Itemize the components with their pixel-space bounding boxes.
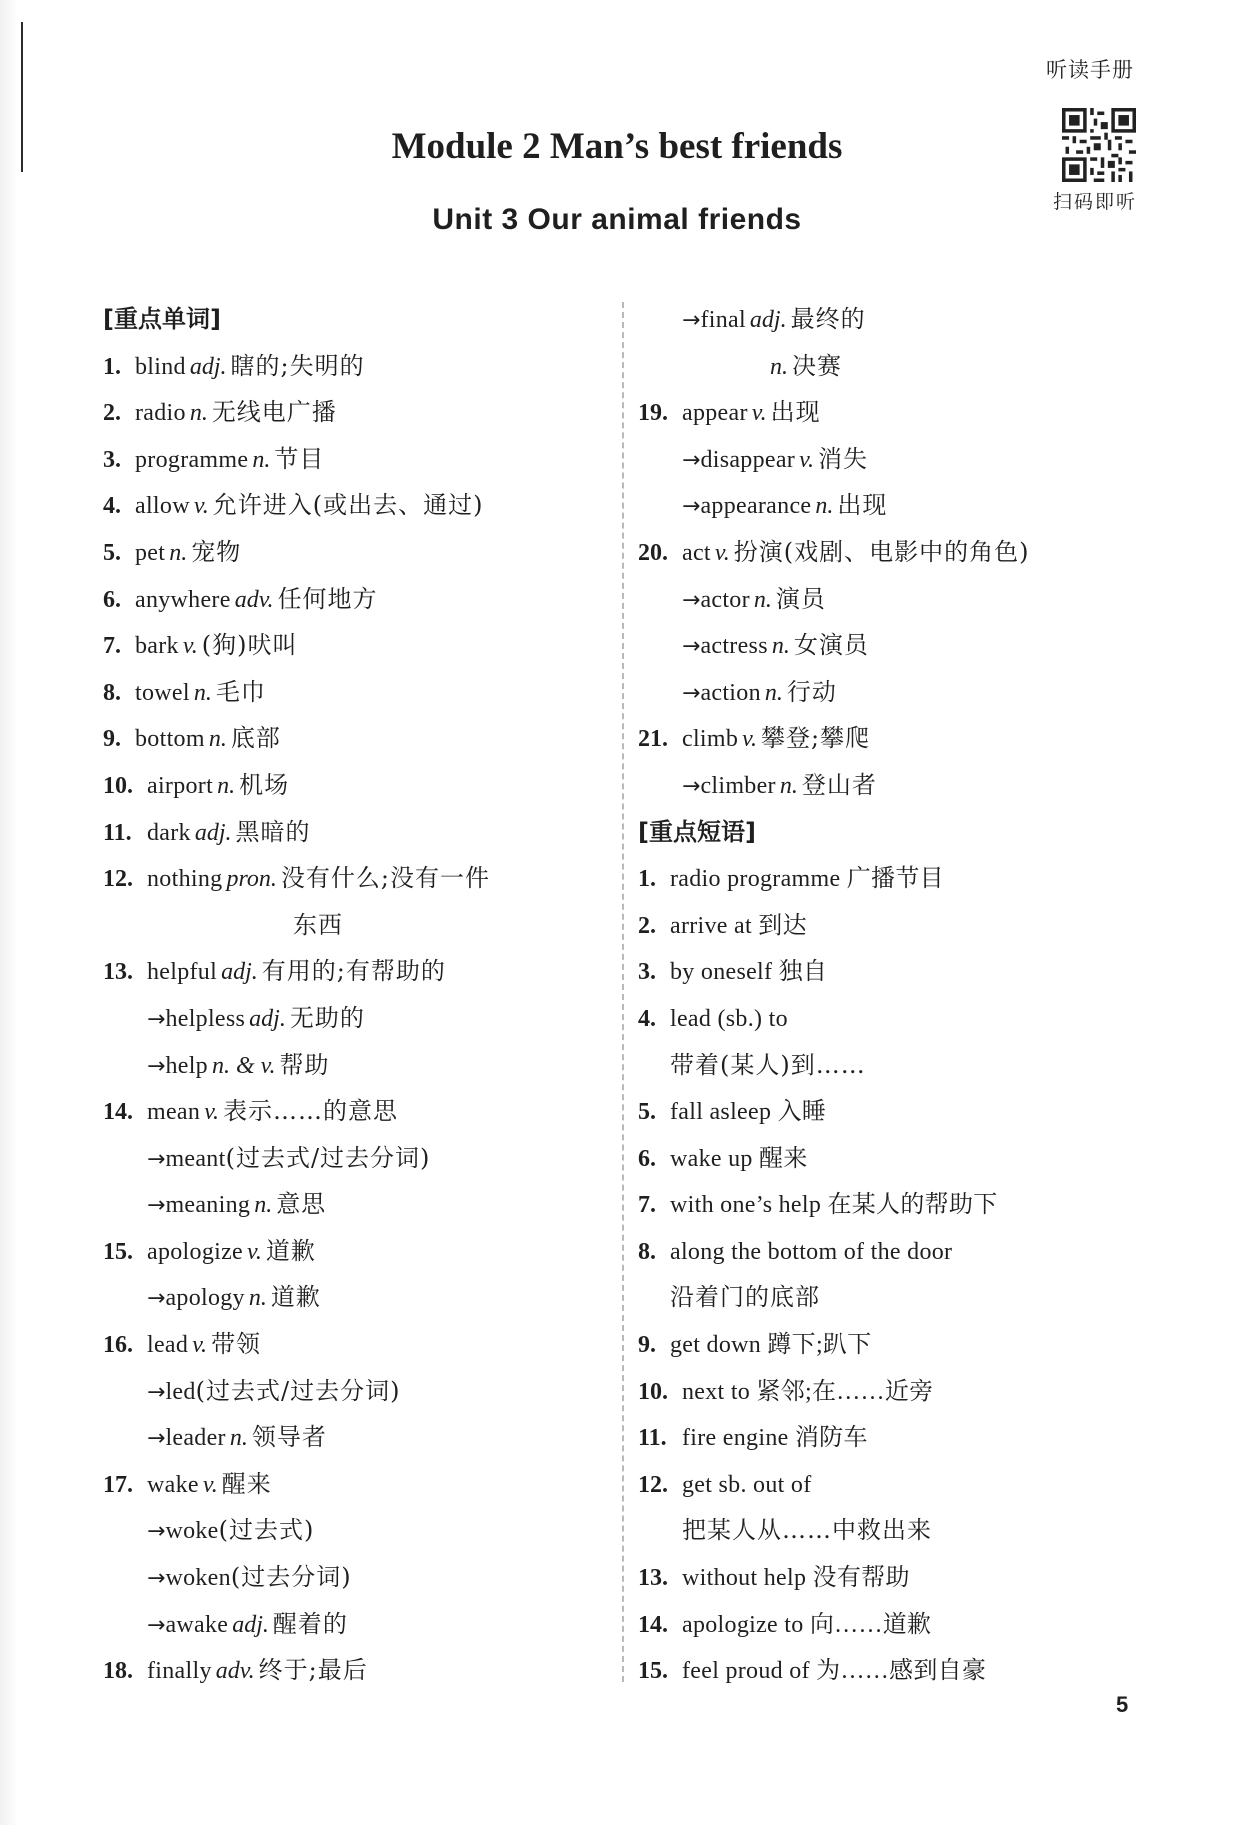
derived-word-text: actor [700,586,750,613]
part-of-speech: n. [248,1285,267,1312]
arrow-icon: → [147,1146,166,1172]
derived-word [103,1601,613,1648]
part-of-speech: pron. [226,866,277,893]
phrase-entry [638,1368,1158,1415]
part-of-speech: adj. [221,959,258,986]
entry-number: 1. [103,353,121,380]
entry-word: act [682,539,711,566]
derived-word [103,1368,613,1415]
phrase-number: 6. [638,1145,656,1172]
phrase-continuation [638,1274,1158,1321]
vocab-entry [638,389,1158,436]
entry-word: towel [135,679,190,706]
phrase-entry [638,1414,1158,1461]
entry-meaning: 没有什么;没有一件 [280,864,490,893]
derived-meaning: 女演员 [793,631,869,660]
derived-word-text: led [165,1378,196,1405]
part-of-speech: v. [742,726,758,753]
phrase-number: 4. [638,1005,656,1032]
left-column [103,296,613,1694]
entry-number: 10. [103,772,133,799]
entry-word: dark [147,819,191,846]
arrow-icon: → [682,634,701,660]
derived-word-text: disappear [700,446,796,473]
entry-word: climb [682,726,739,753]
phrase-number: 14. [638,1611,668,1638]
meaning-continuation-text: 东西 [293,910,343,939]
derived-word-text: woke [165,1518,219,1545]
phrase-entry [638,1135,1158,1182]
derived-meaning: (过去分词) [230,1563,352,1592]
part-of-speech: adj. [749,307,787,333]
entry-meaning: 毛巾 [215,677,266,706]
phrase-continuation [638,1507,1158,1554]
derived-word [638,669,1158,716]
entry-number: 17. [103,1471,133,1498]
entry-meaning: 节目 [274,444,325,473]
entry-word: airport [147,772,214,799]
entry-meaning: 出现 [770,398,821,427]
vocab-entry [103,343,613,390]
phrase-text: get sb. out of [682,1471,812,1498]
entry-meaning: 宠物 [191,537,242,566]
phrase-entry [638,1088,1158,1135]
vocab-entry [103,1088,613,1135]
phrase-text: by oneself 独自 [670,959,828,986]
phrase-text: along the bottom of the door [670,1238,953,1265]
entry-number: 7. [103,633,121,660]
qr-caption: 扫码即听 [1053,191,1138,213]
derived-word-text: apology [165,1285,245,1312]
part-of-speech: n. [254,1192,273,1219]
part-of-speech: v. [247,1238,262,1265]
vocab-entry [103,1461,613,1508]
phrase-number: 13. [638,1565,668,1592]
derived-meaning: (过去式/过去分词) [225,1143,431,1172]
phrase-number: 2. [638,912,656,939]
part-of-speech: v. [799,446,814,473]
derived-word [103,1554,613,1601]
phrase-number: 8. [638,1238,656,1265]
vocab-entry [103,1321,613,1368]
entry-word: lead [147,1332,189,1359]
phrase-entry [638,855,1158,902]
part-of-speech: n. [771,633,790,660]
derived-word-text: awake [165,1611,229,1638]
entry-word: mean [147,1099,201,1126]
part-of-speech: adv. [215,1658,255,1685]
phrase-text: next to 紧邻;在……近旁 [682,1378,934,1405]
derived-meaning: 领导者 [251,1423,327,1452]
derived-meaning: 道歉 [270,1283,321,1312]
derived-word-text: appearance [700,493,812,520]
part-of-speech: v. [751,400,767,427]
phrase-number: 7. [638,1192,656,1219]
phrase-entry [638,1181,1158,1228]
part-of-speech: n. [815,493,834,520]
entry-number: 5. [103,539,121,566]
phrase-text: fall asleep 入睡 [670,1099,827,1126]
entry-meaning: 允许进入(或出去、通过) [212,491,484,520]
page-number: 5 [1116,1692,1129,1717]
derived-meaning: (过去式/过去分词) [195,1376,401,1405]
arrow-icon: → [147,1193,166,1219]
arrow-icon: → [147,1519,166,1545]
vocab-entry [103,669,613,716]
part-of-speech: adj. [232,1611,269,1638]
phrase-entry [638,1228,1158,1275]
phrase-text: fire engine 消防车 [682,1425,868,1452]
derived-word-text: helpless [165,1005,246,1032]
derived-meaning: 出现 [837,491,888,520]
vocab-entry [103,1228,613,1275]
arrow-icon: → [147,1566,166,1592]
phrase-continuation-text: 沿着门的底部 [670,1283,820,1312]
derived-word-text: help [165,1052,208,1079]
arrow-icon: → [147,1426,166,1452]
derived-word [103,1135,613,1182]
entry-number: 20. [638,539,668,566]
part-of-speech: v. [182,633,198,660]
derived-word [638,436,1158,483]
phrase-text: feel proud of 为……感到自豪 [682,1658,987,1685]
derived-word [638,296,1158,343]
derived-word-text: woken [165,1565,231,1592]
meaning-continuation [103,902,613,949]
entry-number: 16. [103,1332,133,1359]
arrow-icon: → [147,1053,166,1079]
phrase-text: apologize to 向……道歉 [682,1611,932,1638]
part-of-speech: adv. [234,586,274,613]
arrow-icon: → [147,1286,166,1312]
phrase-number: 9. [638,1332,656,1359]
vocab-entry [638,715,1158,762]
section-heading-text: [重点单词] [103,305,221,333]
arrow-icon: → [147,1006,166,1032]
part-of-speech: n. [189,400,208,427]
vocab-entry [103,1647,613,1694]
entry-word: anywhere [135,586,231,613]
unit-title: Unit 3 Our animal friends [432,203,802,236]
part-of-speech: v. [192,1332,208,1359]
entry-word: wake [147,1471,199,1498]
phrase-number: 5. [638,1099,656,1126]
section-heading [103,296,613,343]
entry-number: 19. [638,400,668,427]
phrase-entry [638,902,1158,949]
phrase-text: without help 没有帮助 [682,1565,910,1592]
entry-meaning: 表示……的意思 [223,1097,399,1126]
phrase-entry [638,1461,1158,1508]
section-heading [638,809,1158,856]
entry-word: bark [135,633,179,660]
derived-word [103,995,613,1042]
arrow-icon: → [682,773,701,799]
derived-word [103,1507,613,1554]
vocab-entry [103,762,613,809]
entry-number: 21. [638,726,668,753]
derived-word [103,1274,613,1321]
entry-number: 9. [103,726,121,753]
arrow-icon: → [147,1612,166,1638]
part-of-speech: adj. [249,1005,286,1032]
part-of-speech: n. [252,446,271,473]
vocab-entry [103,482,613,529]
phrase-number: 3. [638,959,656,986]
entry-number: 8. [103,679,121,706]
part-of-speech: n. [779,772,798,799]
entry-number: 14. [103,1099,133,1126]
entry-meaning: 任何地方 [277,584,378,613]
derived-word-text: action [700,679,761,706]
vocab-entry [103,529,613,576]
entry-word: blind [135,353,186,380]
phrase-entry [638,1647,1158,1694]
part-of-speech: n. [229,1425,248,1452]
phrase-number: 10. [638,1378,668,1405]
part-of-speech: n. [208,726,227,753]
phrase-number: 15. [638,1658,668,1685]
vocab-entry [103,389,613,436]
entry-word: helpful [147,959,218,986]
part-of-speech: adj. [194,819,232,846]
derived-word [638,762,1158,809]
entry-number: 15. [103,1238,133,1265]
entry-word: programme [135,446,249,473]
phrase-continuation-text: 带着(某人)到…… [670,1050,866,1079]
derived-word-text: meaning [165,1192,251,1219]
entry-word: allow [135,493,190,520]
derived-meaning: 演员 [775,584,826,613]
entry-meaning: 无线电广播 [211,398,337,427]
vocab-entry [103,436,613,483]
phrase-text: arrive at 到达 [670,912,807,939]
phrase-continuation-text: 把某人从……中救出来 [682,1516,932,1545]
entry-meaning: (狗)吠叫 [201,631,298,660]
part-of-speech: n. [753,586,772,613]
entry-word: finally [147,1658,212,1685]
vocab-entry [638,529,1158,576]
phrase-number: 1. [638,866,656,893]
phrase-text: lead (sb.) to [670,1005,788,1032]
part-of-speech: v. [204,1099,220,1126]
arrow-icon: → [682,308,701,333]
vocab-entry [103,576,613,623]
derived-word-text: final [700,307,746,333]
derived-word [103,1414,613,1461]
arrow-icon: → [682,494,701,520]
derived-meaning: 消失 [817,444,868,473]
entry-number: 18. [103,1658,133,1685]
phrase-entry [638,1554,1158,1601]
entry-number: 13. [103,959,133,986]
phrase-text: get down 蹲下;趴下 [670,1332,872,1359]
phrase-text: wake up 醒来 [670,1145,808,1172]
part-of-speech: n. [193,679,212,706]
derived-word [638,622,1158,669]
part-of-speech: v. [193,493,209,520]
entry-number: 6. [103,586,121,613]
entry-meaning: 有用的;有帮助的 [261,957,446,986]
entry-meaning: 道歉 [265,1236,316,1265]
right-column [638,296,1158,1694]
entry-meaning: 机场 [239,770,290,799]
derived-word-text: leader [165,1425,226,1452]
entry-word: nothing [147,866,223,893]
entry-word: bottom [135,726,205,753]
arrow-icon: → [682,680,701,706]
derived-meaning: 无助的 [289,1003,365,1032]
section-heading-text: [重点短语] [638,817,756,846]
meaning-continuation [638,343,1158,390]
vocab-entry [103,948,613,995]
entry-meaning: 终于;最后 [258,1656,368,1685]
entry-meaning: 瞎的;失明的 [230,351,365,380]
part-of-speech: n. [169,539,188,566]
arrow-icon: → [147,1379,166,1405]
phrase-number: 12. [638,1471,668,1498]
derived-word [638,576,1158,623]
derived-meaning: 帮助 [279,1050,330,1079]
entry-meaning: 黑暗的 [235,817,311,846]
derived-meaning: 登山者 [801,770,877,799]
phrase-text: radio programme 广播节目 [670,866,944,893]
derived-meaning: 行动 [786,677,837,706]
entry-meaning: 带领 [211,1330,262,1359]
entry-number: 11. [103,819,132,846]
phrase-entry [638,995,1158,1042]
phrase-number: 11. [638,1425,667,1452]
header-label: 听读手册 [1046,58,1134,82]
arrow-icon: → [682,587,701,613]
part-of-speech: n. & v. [211,1052,276,1079]
derived-word [103,1181,613,1228]
phrase-entry [638,948,1158,995]
entry-number: 12. [103,866,133,893]
derived-word-text: actress [700,633,768,660]
derived-word-text: meant [165,1145,226,1172]
derived-meaning: 最终的 [790,305,866,333]
part-of-speech: v. [714,539,730,566]
entry-number: 3. [103,446,121,473]
vocab-entry [103,715,613,762]
phrase-entry [638,1321,1158,1368]
vocab-entry [103,809,613,856]
part-of-speech: v. [202,1471,218,1498]
entry-meaning: 攀登;攀爬 [761,724,871,753]
entry-meaning: 醒来 [221,1469,272,1498]
derived-word [103,1042,613,1089]
part-of-speech: n. [764,679,783,706]
entry-word: apologize [147,1238,243,1265]
derived-word [638,482,1158,529]
entry-word: appear [682,400,748,427]
phrase-continuation [638,1042,1158,1089]
part-of-speech: adj. [189,353,227,380]
part-of-speech: n. [770,353,788,380]
entry-number: 2. [103,400,121,427]
derived-meaning: 醒着的 [272,1609,348,1638]
vocab-entry [103,855,613,902]
entry-word: radio [135,400,186,427]
derived-meaning: (过去式) [218,1516,315,1545]
entry-number: 4. [103,493,121,520]
entry-meaning: 底部 [230,724,281,753]
vocab-entry [103,622,613,669]
derived-word-text: climber [700,772,776,799]
column-divider [622,302,624,1682]
module-title: Module 2 Man’s best friends [391,126,843,167]
part-of-speech: n. [217,772,236,799]
phrase-entry [638,1601,1158,1648]
meaning-continuation-text: 决赛 [792,351,842,380]
entry-word: pet [135,539,166,566]
arrow-icon: → [682,447,701,473]
phrase-text: with one’s help 在某人的帮助下 [670,1192,998,1219]
derived-meaning: 意思 [276,1190,327,1219]
entry-meaning: 扮演(戏剧、电影中的角色) [733,537,1030,566]
